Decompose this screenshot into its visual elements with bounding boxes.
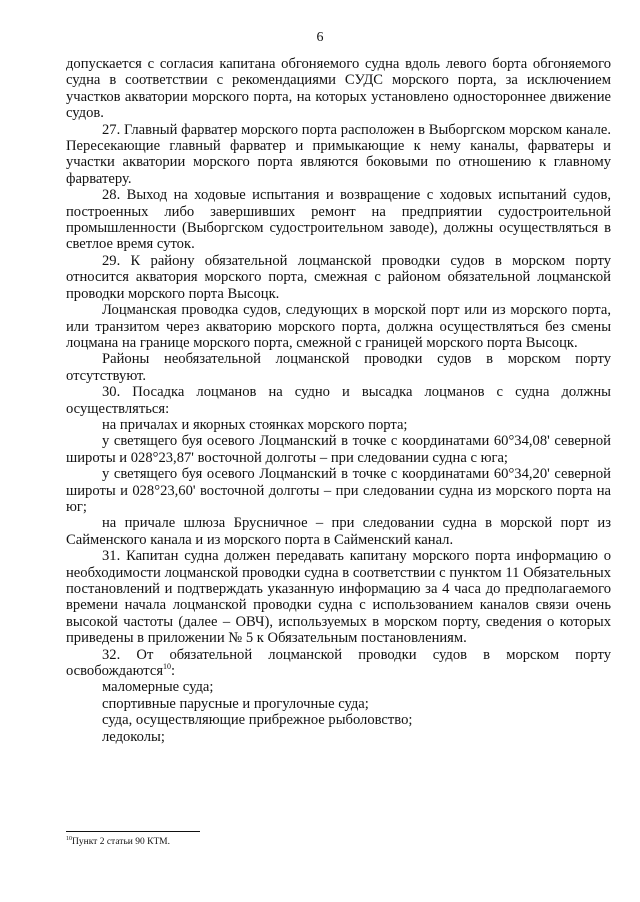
paragraph-pilotage-transit: Лоцманская проводка судов, следующих в морской порт или из морского порта, или транзитом через акваторию морского порта, должна осуществляться без смены лоцмана на границе морского порта, смежной с границей морского порта Высоцк. <box>66 302 611 351</box>
footnote-divider <box>66 831 200 832</box>
paragraph-32: 32. От обязательной лоцманской проводки судов в морском порту освобождаются$^{10}$: <box>66 646 611 680</box>
footnote <box>66 836 611 848</box>
paragraph-continued: допускается с согласия капитана обгоняемого судна вдоль левого борта обгоняемого судна в соответствии с рекомендациями СУДС морского порта, за исключением участков акватории морского порта, на которых установлено одностороннее движение судов. <box>66 56 611 122</box>
footnote-text: Пункт 2 статьи 90 КТМ. <box>72 837 170 847</box>
exempt-item: маломерные суда; <box>102 679 214 696</box>
footnote-marker: 10 <box>66 835 72 842</box>
footnote-reference: 10 <box>163 662 172 672</box>
exempt-item: суда, осуществляющие прибрежное рыболовство; <box>102 712 413 729</box>
paragraph-29: 29. К району обязательной лоцманской проводки судов в морском порту относится акватория морского порта, смежная с районом обязательной лоцманской проводки морского порта Высоцк. <box>66 252 611 302</box>
boarding-location-1: на причалах и якорных стоянках морского порта; <box>102 416 408 433</box>
exempt-item: ледоколы; <box>102 728 165 745</box>
page-number: 6 <box>316 30 324 45</box>
exempt-item: спортивные парусные и прогулочные суда; <box>102 695 369 712</box>
boarding-location-4: на причале шлюза Брусничное – при следовании судна в морской порт из Сайменского канала и из морского порта в Сайменский канал. <box>66 515 611 548</box>
boarding-location-3: у светящего буя осевого Лоцманский в точке с координатами 60°34,20' северной широты и 028°23,60' восточной долготы – при следовании судна из морского порта на юг; <box>66 466 611 515</box>
paragraph-28: 28. Выход на ходовые испытания и возвращение с ходовых испытаний судов, построенных либо завершивших ремонт на предприятии судостроительной промышленности (Выборгском судостроительном заводе), должны осуществляться в светлое время суток. <box>66 187 611 253</box>
document-body <box>66 56 611 745</box>
paragraph-optional-pilotage: Районы необязательной лоцманской проводки судов в морском порту отсутствуют. <box>66 351 611 384</box>
paragraph-27: 27. Главный фарватер морского порта расположен в Выборгском морском канале. Пересекающие главный фарватер и примыкающие к нему каналы, фарватеры и участки акватории морского порта являются боковыми по отношению к главному фарватеру. <box>66 121 611 187</box>
paragraph-32-text: 32. От обязательной лоцманской проводки судов в морском порту освобождаются <box>66 646 611 680</box>
paragraph-31: 31. Капитан судна должен передавать капитану морского порта информацию о необходимости лоцманской проводки судна в соответствии с пунктом 11 Обязательных постановлений и подтверждать указанную информацию за 4 часа до предполагаемого времени начала лоцманской проводки судна с использованием каналов связи очень высокой частоты (далее – ОВЧ), используемых в морском порту, сведения о которых приведены в приложении № 5 к Обязательным постановлениям. <box>66 548 611 647</box>
paragraph-30: 30. Посадка лоцманов на судно и высадка лоцманов с судна должны осуществляться: <box>66 384 611 417</box>
boarding-location-2: у светящего буя осевого Лоцманский в точке с координатами 60°34,08' северной широты и 028°23,87' восточной долготы – при следовании судна с юга; <box>66 433 611 466</box>
